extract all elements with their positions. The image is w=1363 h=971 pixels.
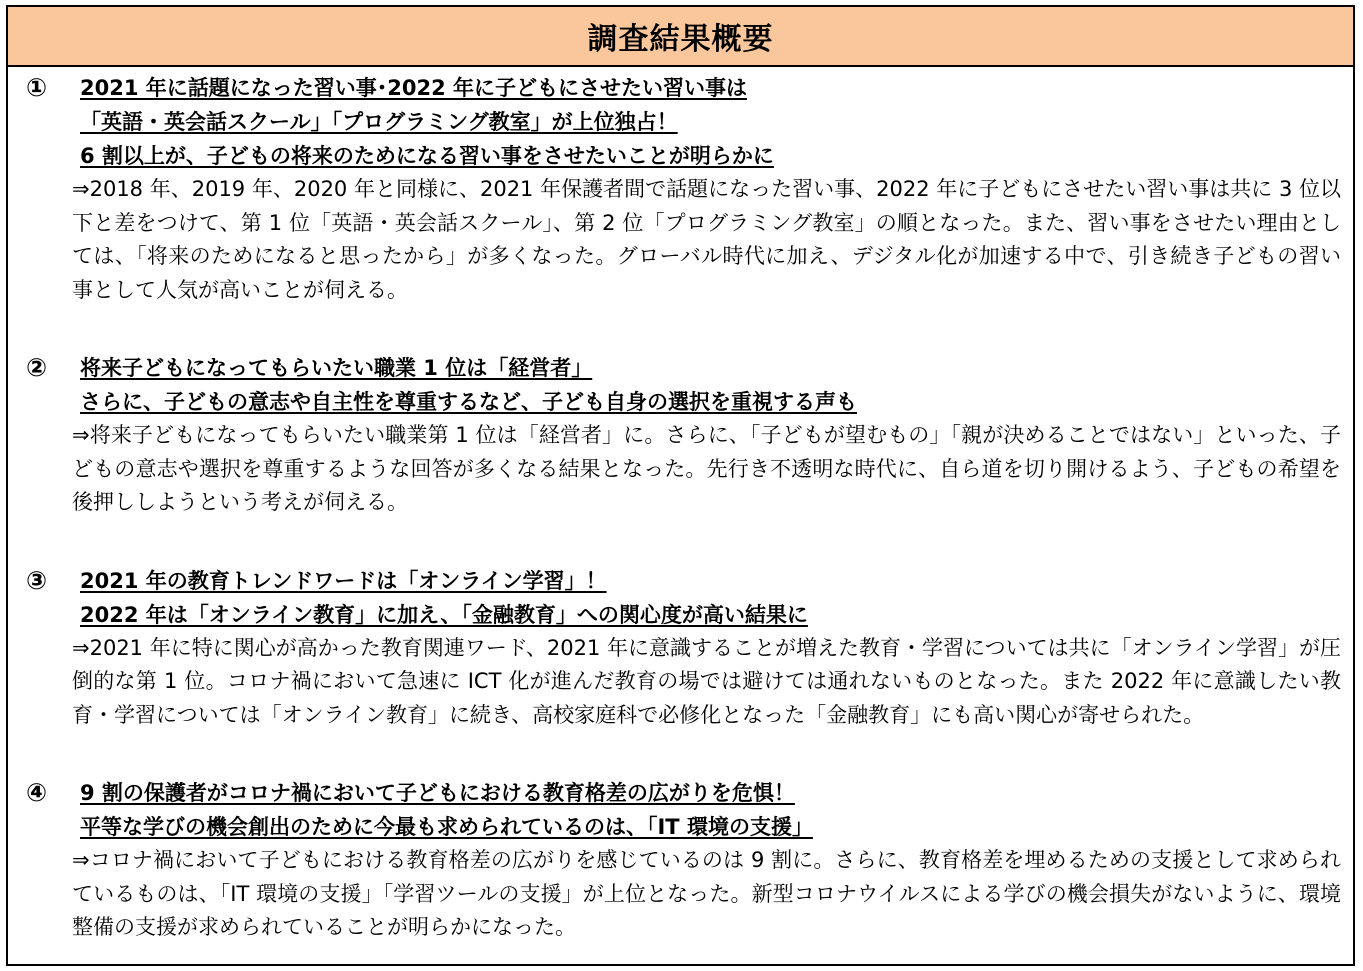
section-heading: 6 割以上が、子どもの将来のためになる習い事をさせたいことが明らかに <box>80 144 774 168</box>
section-headings <box>80 564 1353 632</box>
summary-title: 調査結果概要 <box>587 22 774 57</box>
summary-content <box>8 71 1353 945</box>
section-heading: 2021 年に話題になった習い事･2022 年に子どもにさせたい習い事は <box>80 76 748 100</box>
section-number: ② <box>26 353 48 382</box>
section-headings <box>80 776 1353 844</box>
summary-box <box>6 5 1355 966</box>
section-body: ⇒将来子どもになってもらいたい職業第 1 位は「経営者」に。さらに、「子どもが望むもの」「親が決めることではない」といった、子どもの意志や選択を尊重するような回答が多くなる結果となった。先行き不透明な時代に、自ら道を切り開けるよう、子どもの希望を後押ししようという考えが伺える。 <box>72 423 1341 514</box>
section-number: ③ <box>26 565 48 595</box>
summary-header <box>8 7 1353 67</box>
section-heading: 「英語・英会話スクール」「プログラミング教室」が上位独占！ <box>80 110 678 134</box>
section-2 <box>8 351 1353 520</box>
section-heading: 2022 年は「オンライン教育」に加え、「金融教育」への関心度が高い結果に <box>80 602 808 627</box>
section-heading: 将来子どもになってもらいたい職業 1 位は「経営者」 <box>80 356 593 380</box>
section-number: ④ <box>26 778 48 807</box>
section-headings <box>80 71 1353 173</box>
section-3 <box>8 564 1353 733</box>
section-4 <box>8 776 1353 945</box>
section-body: ⇒2018 年、2019 年、2020 年と同様に、2021 年保護者間で話題になった習い事、2022 年に子どもにさせたい習い事は共に 3 位以下と差をつけて、第 1 位「英語・英会話スクール」、第 2 位「プログラミング教室」の順となった。また、習い事をさせたい理由としては、「将来のためになると思ったから」が多くなった。グローバル時代に加え、デジタル化が加速する中で、引き続き子どもの習い事として人気が高いことが伺える。 <box>72 177 1341 302</box>
section-number: ① <box>26 73 48 102</box>
section-heading: さらに、子どもの意志や自主性を尊重するなど、子ども自身の選択を重視する声も <box>80 390 857 414</box>
section-body: ⇒2021 年に特に関心が高かった教育関連ワード、2021 年に意識することが増えた教育・学習については共に「オンライン学習」が圧倒的な第 1 位。コロナ禍において急速に ICT 化が進んだ教育の場では避けては通れないものとなった。また 2022 年に意識したい教育・学習については「オンライン教育」に続き、高校家庭科で必修化となった「金融教育」にも高い関心が寄せられた。 <box>72 635 1341 727</box>
section-headings <box>80 351 1353 419</box>
section-body: ⇒コロナ禍において子どもにおける教育格差の広がりを感じているのは 9 割に。さらに、教育格差を埋めるための支援として求められているものは、「IT 環境の支援」「学習ツールの支援」が上位となった。新型コロナウイルスによる学びの機会損失がないように、環境整備の支援が求められていることが明らかになった。 <box>72 848 1341 939</box>
section-heading: 2021 年の教育トレンドワードは「オンライン学習」！ <box>80 568 607 593</box>
section-heading: 平等な学びの機会創出のために今最も求められているのは、「IT 環境の支援」 <box>80 815 813 839</box>
section-heading: 9 割の保護者がコロナ禍において子どもにおける教育格差の広がりを危惧！ <box>80 781 795 805</box>
section-1 <box>8 71 1353 307</box>
